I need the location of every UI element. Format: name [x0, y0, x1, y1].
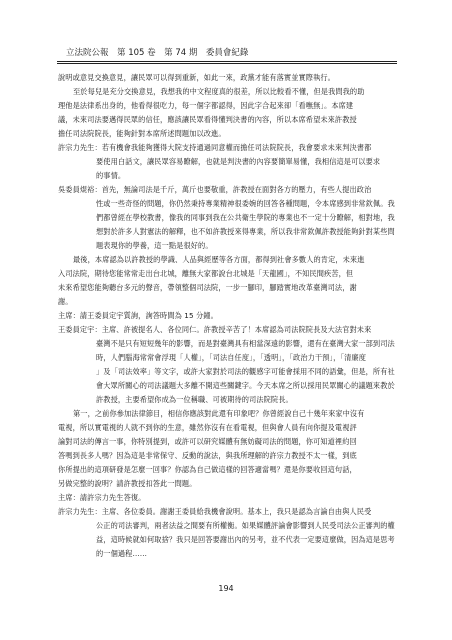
- text-line: 理他是法律系出身的，他看得很吃力，每一個字都認得，因此字合起來卻「看嘸無」。本席建: [58, 101, 354, 110]
- paragraph: [58, 71, 396, 85]
- page-number: 194: [218, 584, 234, 593]
- text-line: 至於每兒是充分交換意見，我想我的中文程度真的很差，所以比較看不懂，但是我問我的助: [73, 87, 365, 96]
- text-line: 論對司法的傳言一事，你特別提到，或許可以研究媒體有無妨礙司法的問題，你可知道裡約回: [58, 437, 357, 446]
- text-line: 擔任司法院院長，能夠針對本席所述問題加以改進。: [58, 129, 226, 138]
- text-line: 」及「司法效率」等文字，或許大家對於司法的觀感字可能會採用不同的語彙，但是，所有社: [96, 367, 395, 376]
- text-line: 未來希望您能夠聽台多元的聲音，帶領整個司法院，一步一腳印，腳踏實地改革臺灣司法，謝: [58, 283, 357, 292]
- text-line: 許宗力先生：若有機會我能夠獲得大院支持通過同意權而擔任司法院院長，我會要求未來判決書都: [58, 143, 372, 152]
- text-line: 會大眾所關心的司法議題大多離不開這些關鍵字。今天本席之所以採用民眾關心的議題來教於: [96, 381, 395, 390]
- header-rule-bottom: [57, 63, 397, 64]
- text-line: 謝。: [58, 297, 73, 306]
- paragraph: [58, 491, 396, 505]
- text-line: 說明或意見交換意見，讓民眾可以得到重新，如此一來，政黨才能有落實並實際執行。: [58, 73, 335, 82]
- text-line: 電視，所以實電視的人就不到你的生意，雖然你沒有在看電視，但與會人員有向你提及電視評: [58, 423, 357, 432]
- paragraph: [58, 183, 396, 253]
- text-line: 的一個過程……: [96, 549, 148, 558]
- text-line: 的事情。: [96, 171, 126, 180]
- text-line: 第一，之前你參加法律節目，相信你應該對此還有印象吧？你曾經說自己十幾年來家中沒有: [73, 409, 365, 418]
- text-line: 王委員定宇：主席、許被提名人、各位同仁。許教授辛苦了！本席認為司法院院長及大法官對未來: [58, 325, 372, 334]
- text-line: 主席：請許宗力先生答復。: [58, 493, 146, 502]
- text-line: 要使用白話文，讓民眾容易瞭解，也就是判決書的內容要簡單易懂，我相信這是可以要求: [96, 157, 381, 166]
- paragraph: [58, 253, 396, 309]
- text-line: 許宗力先生：主席、各位委員。謝謝王委員給我機會說明。基本上，我只是認為言論自由與人民受: [58, 507, 372, 516]
- document-body: [58, 71, 396, 561]
- paragraph: [58, 407, 396, 491]
- text-line: 想對於許多人對憲法的解釋，也不如許教授來得專業，所以我非常欽佩許教授能夠針對某些問: [96, 227, 395, 236]
- text-line: 益，這時候就如何取捨？我只是回答要謝出內的另考，並不代表一定要這麼做，因為這是思考: [96, 535, 395, 544]
- text-line: 你所提出的這項研發是怎麼一回事？你認為自己做這樣的回答適當嗎？還是你要收回這句話，: [58, 465, 357, 474]
- text-line: 另做完整的說明？請許教授扣答此一問題。: [58, 479, 197, 488]
- text-line: 公正的司法審判，兩者法益之間要有所權衡。如果媒體評論會影響到人民受司法公正審判的權: [96, 521, 395, 530]
- text-line: 性或一些奇怪的問題，你仍然秉持專業精神很委婉的回答各種問題，令本席感到非常欽佩。我: [96, 199, 395, 208]
- paragraph: [58, 505, 396, 561]
- text-line: 主席：請王委員定宇質詢，詢答時間為 15 分鐘。: [58, 311, 218, 320]
- text-line: 時，人們腦海常常會浮現「人權」，「司法自任度」，「透明」，「政治力干預」，「清廉度: [96, 353, 366, 362]
- header-rule-top: [57, 61, 397, 62]
- text-line: 們都曾經在學校教書，像我的同事到我在公共衛生學院的專業也不一定十分瞭解，相對地，我: [96, 213, 395, 222]
- text-line: 吳委員焜裕：首先，無論司法是千斤，萬斤也要敬重，許教授在面對各方的壓力，有些人提出政治: [58, 185, 372, 194]
- text-line: 題表現你的學養，這一點是很好的。: [96, 241, 213, 250]
- text-line: 入司法院，期待您能常常走出台北城，離無大家都說台北城是「天龍國」，不知民間疾苦，但: [58, 269, 354, 278]
- paragraph: [58, 309, 396, 323]
- text-line: 最後，本席認為以許教授的學識、人品與經歷等各方面，都得到社會多數人的肯定，未來進: [73, 255, 365, 264]
- paragraph: [58, 323, 396, 407]
- text-line: 許教授，主要希望你成為一位稱職、可被期待的司法院院長。: [96, 395, 293, 404]
- text-line: 議，未來司法要邁得民眾的信任，應該讓民眾看得懂判決書的內容，所以本席希望未來許教授: [58, 115, 357, 124]
- paragraph: [58, 85, 396, 141]
- text-line: 答嗎到長多人嗎？因為這是非常保守、反動的說法，與我所理解的許宗力教授不太一樣，到底: [58, 451, 357, 460]
- page-header: 立法院公報 第 105 卷 第 74 期 委員會紀錄: [66, 48, 249, 58]
- paragraph: [58, 141, 396, 183]
- text-line: 臺灣不是只有短短幾年的影響，而是對臺灣具有相當深遠的影響，還有在臺灣大家一部到司法: [96, 339, 395, 348]
